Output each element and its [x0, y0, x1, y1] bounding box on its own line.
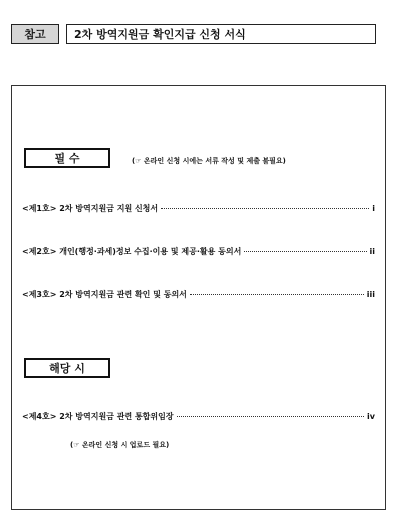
form-item-3	[22, 289, 375, 300]
forms-list-frame	[11, 85, 386, 510]
form-item-1-title: <제1호> 2차 방역지원금 지원 신청서	[22, 204, 159, 213]
leader-dots	[177, 416, 364, 417]
leader-dots	[190, 294, 364, 295]
form-item-3-title: <제3호> 2차 방역지원금 관련 확인 및 동의서	[22, 290, 187, 299]
required-section-label: 필 수	[24, 148, 110, 168]
form-item-2	[22, 246, 375, 257]
form-item-4-title: <제4호> 2차 방역지원금 관련 통합위임장	[22, 412, 174, 421]
reference-badge: 참고	[11, 24, 59, 44]
form-item-2-title: <제2호> 개인(행정·과세)정보 수집·이용 및 제공·활용 동의서	[22, 247, 242, 256]
upload-note: (☞ 온라인 신청 시 업로드 필요)	[70, 441, 170, 449]
form-item-4-page: iv	[367, 412, 375, 421]
form-item-3-page: iii	[366, 290, 375, 299]
leader-dots	[244, 251, 366, 252]
form-item-2-page: ii	[369, 247, 375, 256]
required-section-note: (☞ 온라인 신청 시에는 서류 작성 및 제출 불필요)	[132, 157, 286, 165]
form-item-1	[22, 203, 375, 214]
leader-dots	[161, 208, 369, 209]
form-item-1-page: i	[372, 204, 375, 213]
document-header	[11, 24, 376, 44]
form-item-4	[22, 411, 375, 422]
document-title: 2차 방역지원금 확인지급 신청 서식	[66, 24, 376, 44]
applicable-section-label: 해당 시	[24, 358, 110, 378]
